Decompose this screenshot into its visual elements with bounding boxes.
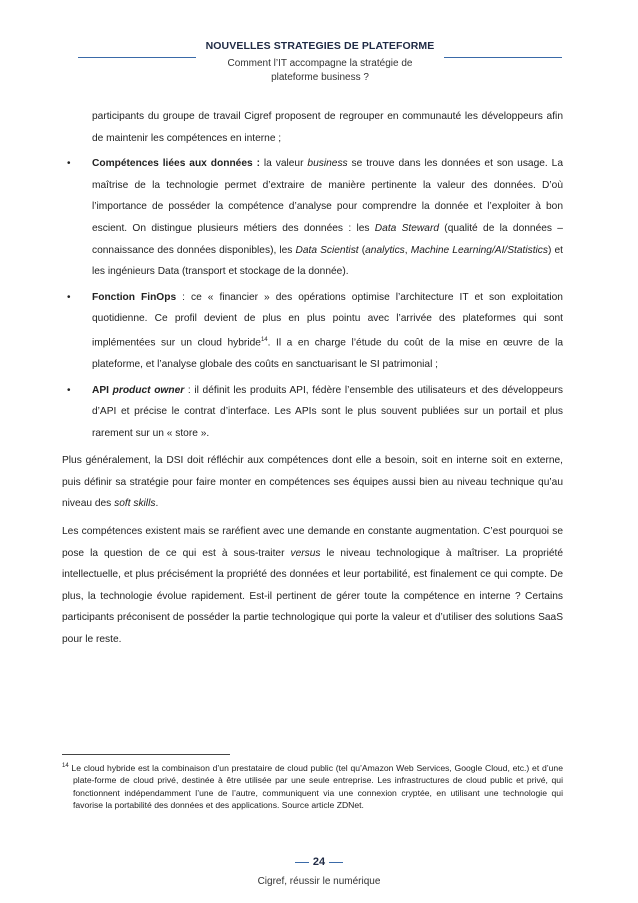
paragraph-text: le niveau technologique à maîtriser. La propriété intellectuelle, et plus précisément la propriété des données et leur portabilité, est finalement ce qui compte. De plus, la technologie évolue rapidement. Est-il pertinent de gérer toute la compétence en interne ? Certains participants préconisent de posséder la partie technologique qui porte la valeur et d’utiliser des solutions SaaS pour le reste. [62,547,563,646]
bullet-italic: Data Scientist [295,244,359,256]
list-item-finops [62,287,563,376]
page-header [78,40,562,90]
paragraph-dsi [62,450,563,515]
paragraph-text: Les compétences existent mais se raréfient avec une demande en constante augmentation. C’est pourquoi se pose la question de ce qui est à sous-traiter [62,526,563,559]
bullet-italic: Data Steward [374,222,439,234]
footnote-number: 14 [62,763,69,769]
paragraph-text: . [155,498,159,510]
bullet-text: : ce « financier » des opérations optimise l’architecture IT et son exploitation quotidienne. Ce profil devient de plus en plus pointu avec l’arrivée des plateformes qui sont implémentées sur un cloud hybride [92,291,563,349]
bullet-italic: analytics [365,244,405,256]
page-number-value: 24 [312,856,326,868]
continued-text: participants du groupe de travail Cigref proposent de regrouper en communauté les développeurs afin de maintenir les compétences en interne ; [92,111,563,144]
competences-list [62,153,563,444]
footnote [62,760,563,811]
paragraph-competences [62,521,563,651]
footnote-body: Le cloud hybride est la combinaison d’un prestataire de cloud public (tel qu’Amazon Web Services, Google Cloud, etc.) et d’une plate-forme de cloud privé, destinée à être utilisée par une seule entreprise. Les infrastructures de cloud public et privé, qui fonctionnent indépendamment l’une de l’autre, communiquent via une connexion cryptée, en utilisant une technologie qui favorise la portabilité des données et des applications. Source article ZDNet. [68,762,563,811]
bullet-icon: • [67,384,71,396]
bullet-text: . Il a en charge l’étude du coût de la mise en œuvre de la plateforme, et l’analyse globale des coûts en sanctuarisant le SI patrimonial ; [92,337,563,370]
paragraph-italic: versus [290,547,321,559]
bullet-text: (qualité de la données – connaissance des données disponibles), les [92,222,563,256]
header-title: NOUVELLES STRATEGIES DE PLATEFORME [205,40,435,52]
list-item-data-competences [62,153,563,283]
page-number-dash-right [329,862,343,863]
bullet-text: ( [358,244,366,256]
page-number [0,856,638,868]
bullet-icon: • [67,291,71,303]
bullet-text: , [404,244,411,256]
footnote-text [62,760,563,811]
page-footer: Cigref, réussir le numérique [257,876,381,887]
footnote-divider [62,754,230,755]
header-rule-left [78,57,196,58]
bullet-italic: business [307,158,348,170]
bullet-label-part: API [92,384,113,396]
page-body [62,106,563,657]
bullet-text: la valeur [259,158,308,170]
bullet-icon: • [67,158,71,170]
bullet-text: se trouve dans les données et son usage. La maîtrise de la technologie permet d’extraire de manière pertinente la valeur des données. D’où l’importance de posséder la compétence d’analyse pour comprendre la donnée et l’exploiter à bon escient. On distingue plusieurs métiers des données : les [92,158,564,234]
bullet-text: ) et les ingénieurs Data (transport et stockage de la donnée). [92,244,563,278]
header-subtitle-line1: Comment l’IT accompagne la stratégie de [227,58,413,69]
paragraph-text: Plus généralement, la DSI doit réfléchir aux compétences dont elle a besoin, soit en interne soit en externe, puis définir sa stratégie pour faire monter en compétences ses équipes aussi bien au niveau technique qu’au niveau des [62,455,563,510]
paragraph-italic: soft skills [114,498,156,510]
bullet-label-italic: product owner [112,384,185,396]
bullet-text: : il définit les produits API, fédère l’ensemble des utilisateurs et des développeurs d’API et précise le contrat d’interface. Les APIs sont le plus souvent publiées sur un portail et plus rarement sur un « store ». [92,384,563,439]
header-subtitle-line2: plateforme business ? [271,72,369,83]
list-item-api-product-owner [62,380,563,445]
header-subtitle [208,57,432,85]
bullet-label [92,385,184,396]
header-rule-right [444,57,562,58]
bullet-italic: Machine Learning/AI/Statistics [410,244,548,256]
page-number-dash-left [295,862,309,863]
footnote-reference[interactable]: 14 [260,336,268,343]
bullet-label: Compétences liées aux données : [92,158,260,170]
bullet-label: Fonction FinOps [92,291,177,303]
